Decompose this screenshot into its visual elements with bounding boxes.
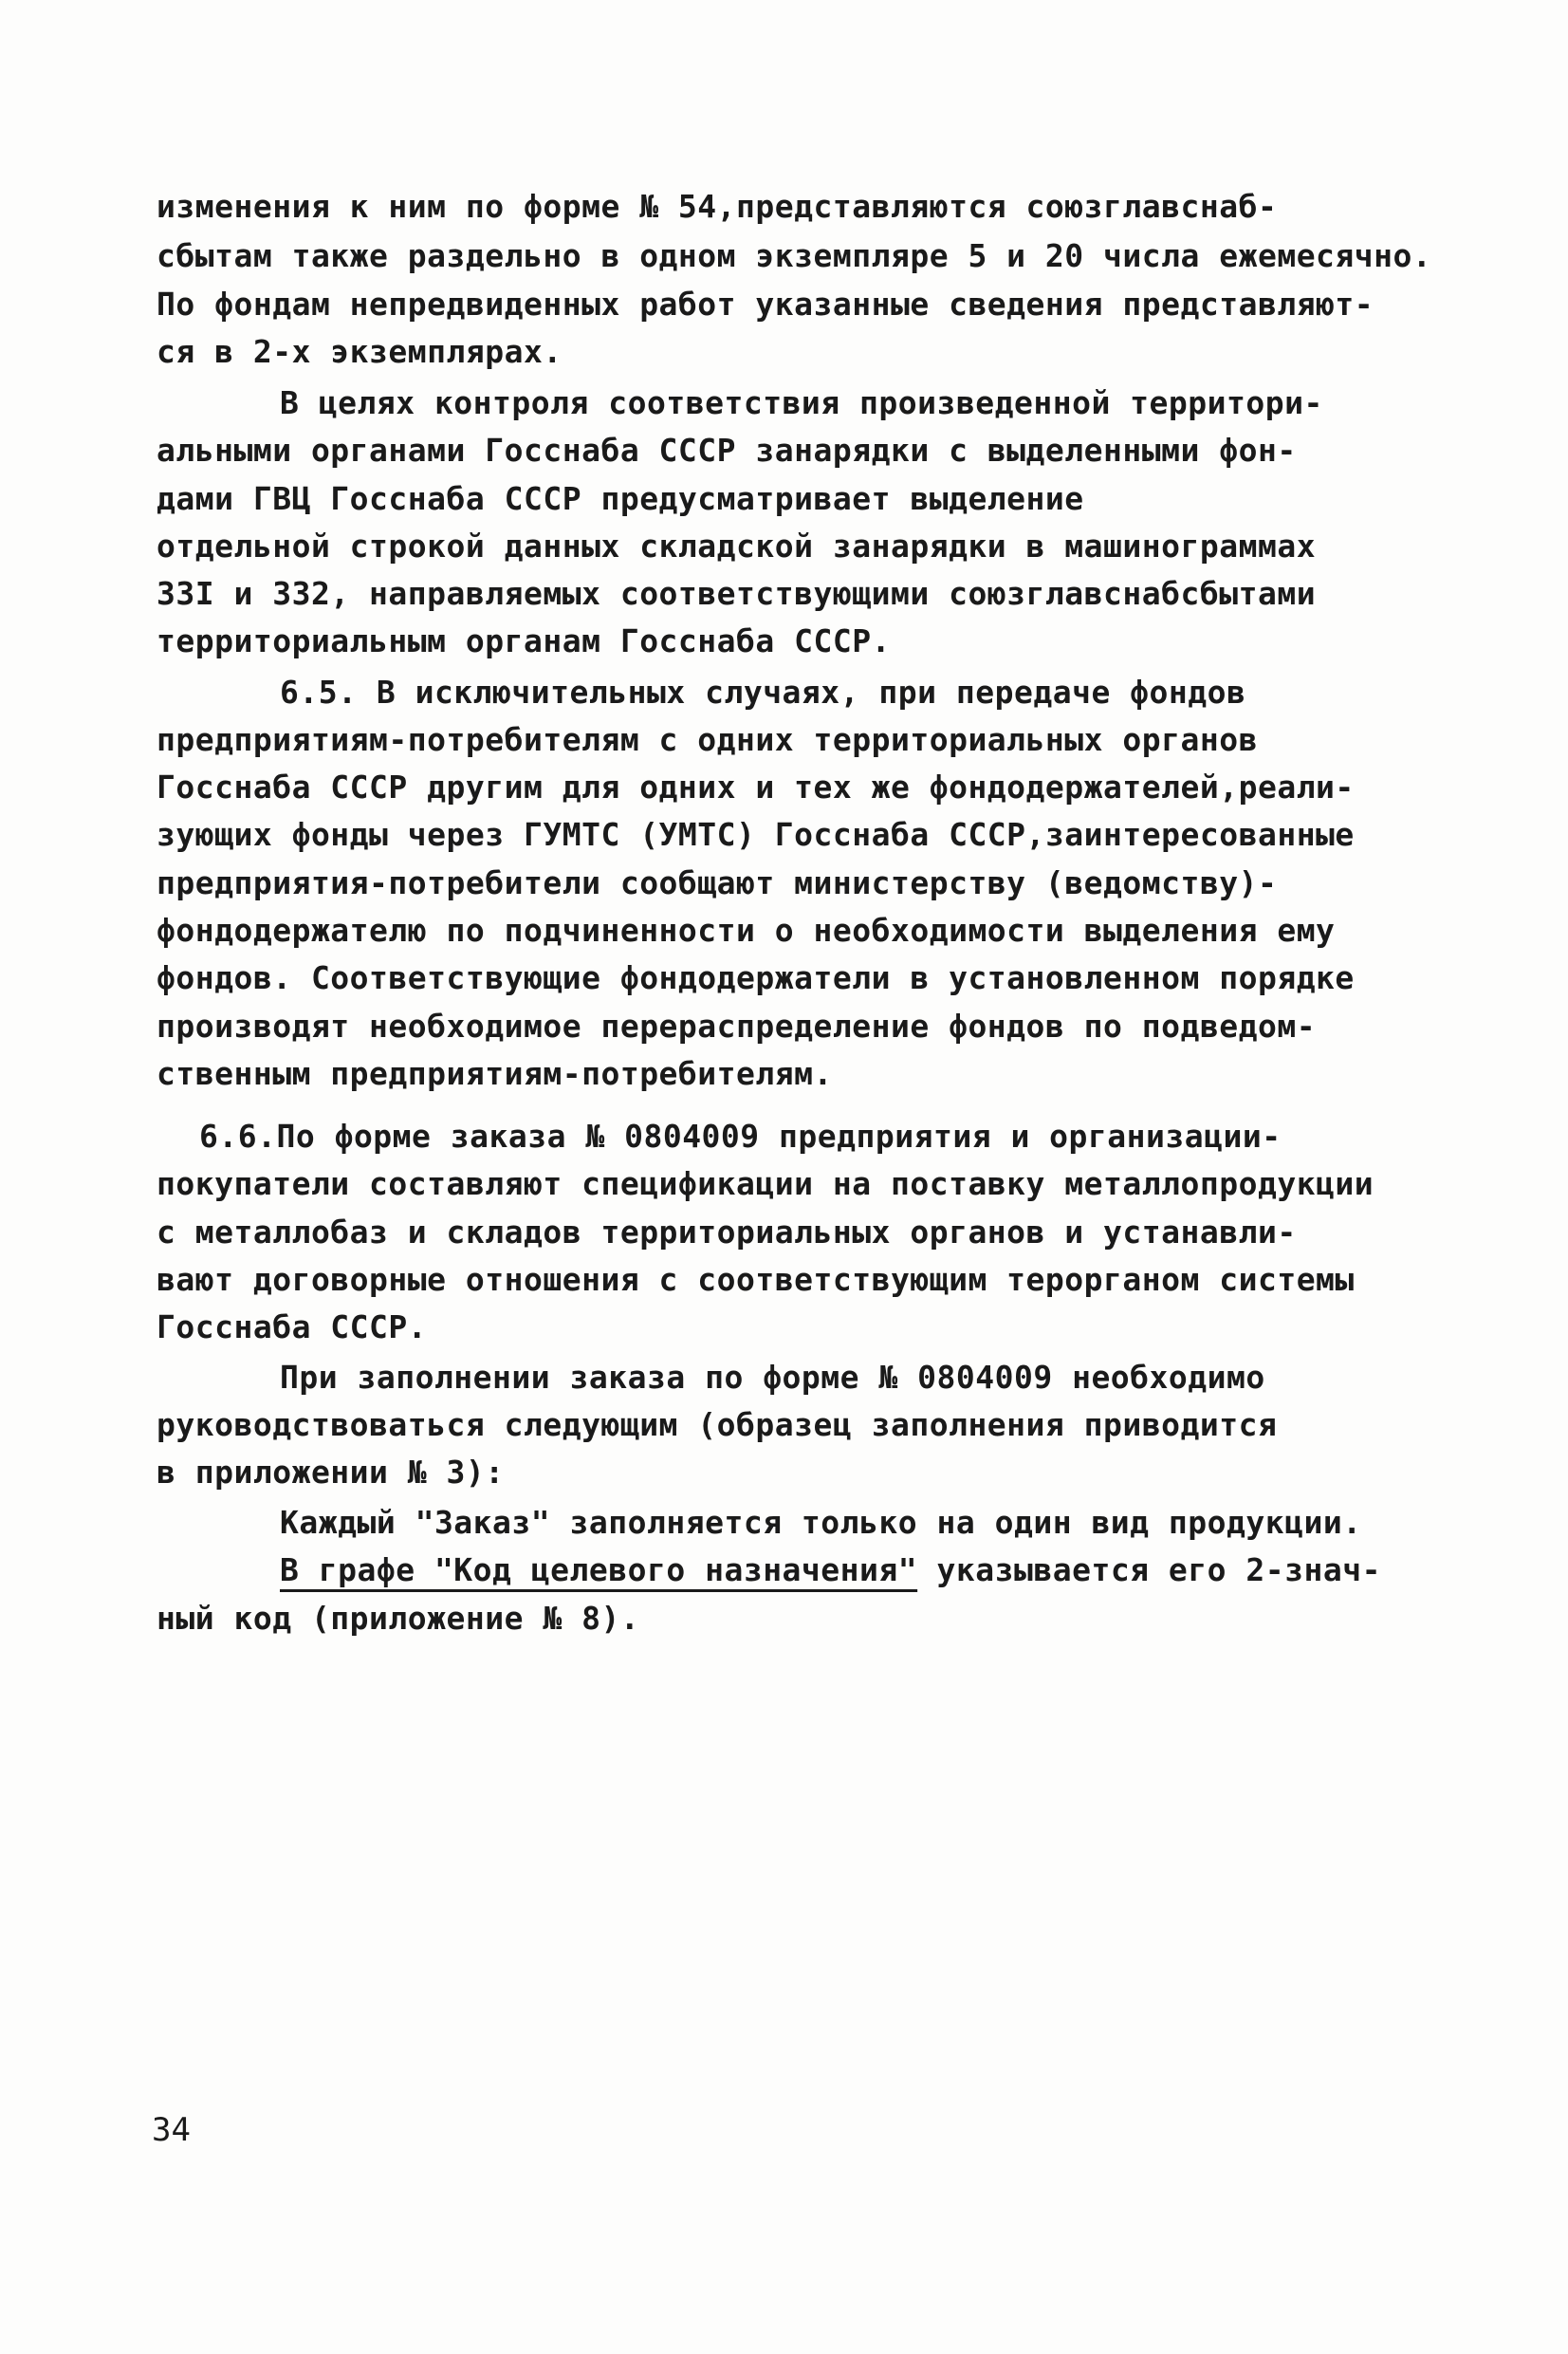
underlined-line [280, 1551, 1381, 1589]
underlined-phrase: В графе "Код целевого назначения" [280, 1551, 918, 1588]
text-line: Госснаба СССР. [157, 1308, 428, 1345]
text-line: территориальным органам Госснаба СССР. [157, 622, 891, 659]
text-line: с металлобаз и складов территориальных органов и устанавли- [157, 1214, 1297, 1251]
text-line: зующих фонды через ГУМТС (УМТС) Госснаба СССР,заинтересованные [157, 816, 1355, 853]
text-line: По фондам непредвиденных работ указанные сведения представляют- [157, 286, 1374, 323]
text-line: ся в 2-х экземплярах. [157, 333, 563, 370]
text-line: В целях контроля соответствия произведенной территори- [280, 384, 1323, 421]
text-line: Госснаба СССР другим для одних и тех же фондодержателей,реали- [157, 769, 1355, 806]
text-line: сбытам также раздельно в одном экземпляре 5 и 20 числа ежемесячно. [157, 237, 1432, 274]
text-line: в приложении № 3): [157, 1454, 505, 1491]
text-line: альными органами Госснаба СССР занарядки с выделенными фон- [157, 432, 1297, 469]
text-line: фондов. Соответствующие фондодержатели в установленном порядке [157, 959, 1355, 996]
page-number: 34 [152, 2111, 191, 2149]
text-line: ный код (приложение № 8). [157, 1600, 640, 1637]
text-line: фондодержателю по подчиненности о необходимости выделения ему [157, 912, 1336, 949]
text-line: дами ГВЦ Госснаба СССР предусматривает выделение [157, 480, 1084, 517]
text-line: покупатели составляют спецификации на поставку металлопродукции [157, 1165, 1374, 1202]
section-6-6-line: 6.6.По форме заказа № 0804009 предприятия и организации- [199, 1118, 1282, 1155]
text-line: изменения к ним по форме № 54,представляются союзглавснаб- [157, 188, 1278, 225]
text-line: руководствоваться следующим (образец заполнения приводится [157, 1406, 1278, 1443]
text-line: предприятия-потребители сообщают министерству (ведомству)- [157, 864, 1278, 901]
section-6-5-line: 6.5. В исключительных случаях, при передаче фондов [280, 674, 1246, 711]
line-continuation: указывается его 2-знач- [917, 1551, 1381, 1588]
text-line: предприятиям-потребителям с одних территориальных органов [157, 721, 1258, 758]
text-line: ственным предприятиям-потребителям. [157, 1055, 833, 1092]
text-line: При заполнении заказа по форме № 0804009 необходимо [280, 1359, 1265, 1396]
text-line: Каждый "Заказ" заполняется только на один вид продукции. [280, 1504, 1362, 1541]
text-line: 33I и 332, направляемых соответствующими союзглавснабсбытами [157, 575, 1317, 612]
text-line: производят необходимое перераспределение фондов по подведом- [157, 1008, 1317, 1045]
text-line: вают договорные отношения с соответствующим терорганом системы [157, 1261, 1355, 1298]
text-line: отдельной строкой данных складской занарядки в машинограммах [157, 528, 1317, 565]
